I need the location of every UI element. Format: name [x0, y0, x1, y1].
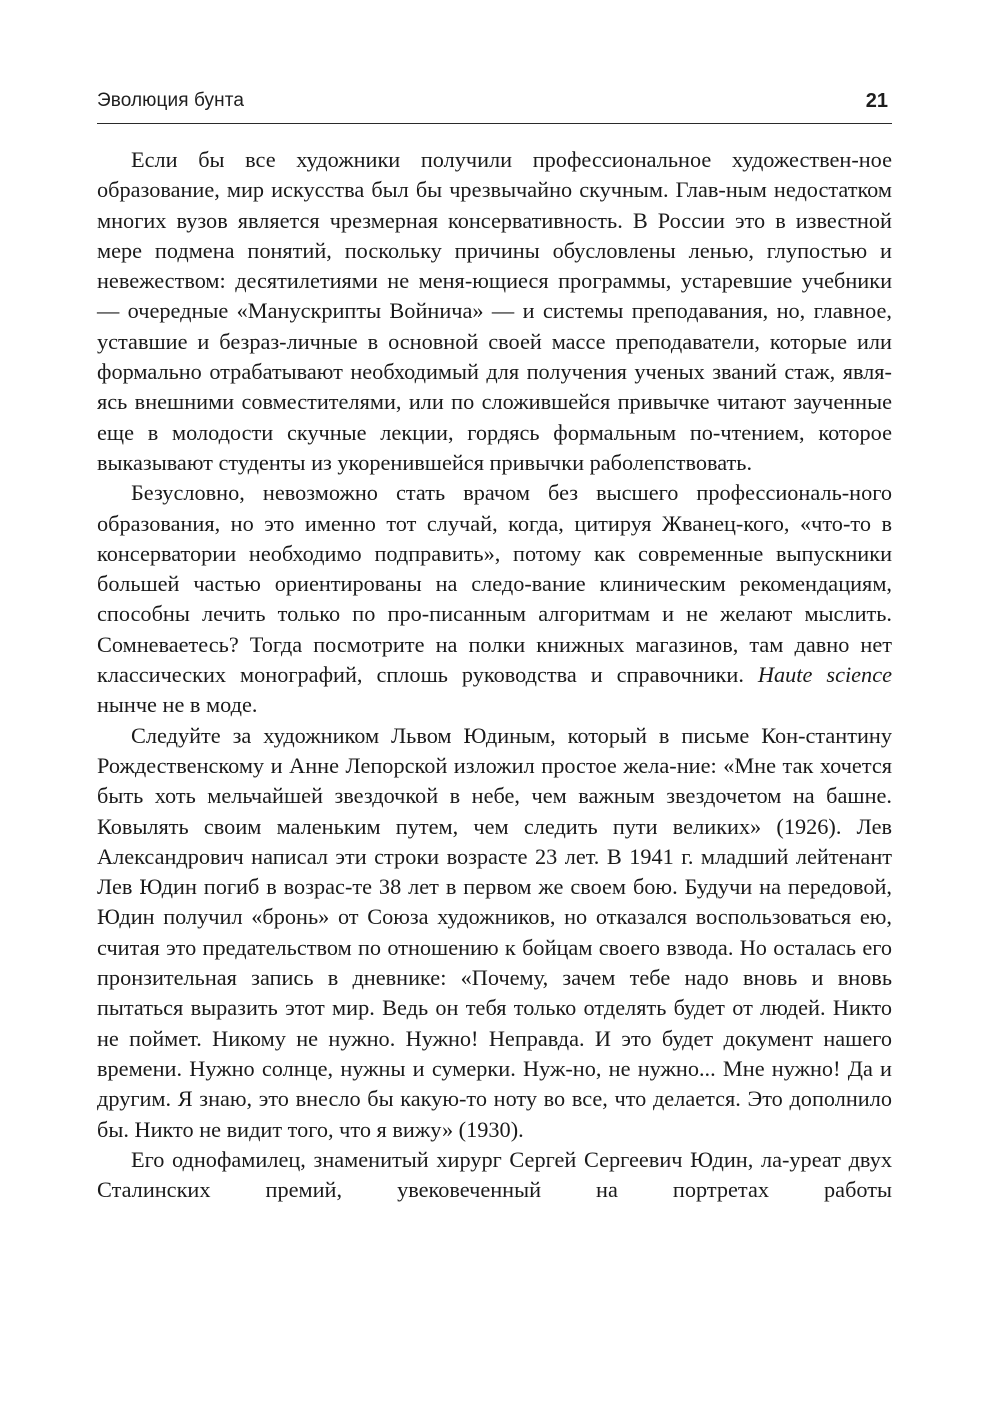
- paragraph-3-text: Следуйте за художником Львом Юдиным, который в письме Кон-стантину Рождественскому и Анне Лепорской изложил простое жела-ние: «Мне так хочется быть хоть мельчайшей звездочкой в небе, чем важным звездочетом на башне. Ковылять своим маленьким путем, чем следить пути великих» (1926). Лев Александрович написал эти строки возрасте 23 лет. В 1941 г. младший лейтенант Лев Юдин погиб в возрас-те 38 лет в первом же своем бою. Будучи на передовой, Юдин получил «бронь» от Союза художников, но отказался воспользоваться ею, считая это предательством по отношению к бойцам своего взвода. Но осталась его пронзительная запись в дневнике: «Почему, зачем тебе надо вновь и вновь пытаться выразить этот мир. Ведь он тебя только отделять будет от людей. Никто не поймет. Никому не нужно. Нужно! Неправда. И это будет документ нашего времени. Нужно солнце, нужны и сумерки. Нуж-но, не нужно... Мне нужно! Да и другим. Я знаю, это внесло бы какую-то ноту во все, что делается. Это дополнило бы. Никто не видит того, что я вижу» (1930).: [97, 722, 892, 1142]
- paragraph-2-text-end: нынче не в моде.: [97, 692, 258, 718]
- page-number: 21: [865, 90, 888, 112]
- running-title: Эволюция бунта: [97, 90, 244, 111]
- running-header: [97, 90, 892, 120]
- paragraph-4: [97, 1145, 892, 1206]
- paragraph-2: [97, 478, 892, 720]
- paragraph-1-text: Если бы все художники получили профессиональное художествен-ное образование, мир искусства был бы чрезвычайно скучным. Глав-ным недостатком многих вузов является чрезмерная консервативность. В России это в известной мере подмена понятий, поскольку причины обусловлены ленью, глупостью и невежеством: десятилетиями не меня-ющиеся программы, устаревшие учебники — очередные «Манускрипты Войнича» — и системы преподавания, но, главное, уставшие и безраз-личные в основной своей массе преподаватели, которые или формально отрабатывают необходимый для получения ученых званий стаж, явля-ясь внешними совместителями, или по сложившейся привычке читают заученные еще в молодости скучные лекции, гордясь формальным по-чтением, которое выказывают студенты из укоренившейся привычки раболепствовать.: [97, 147, 892, 475]
- paragraph-4-text: Его однофамилец, знаменитый хирург Сергей Сергеевич Юдин, ла-уреат двух Сталинских премий, увековеченный на портретах работы: [97, 1146, 892, 1203]
- paragraph-2-italic-phrase: Haute science: [757, 662, 892, 688]
- body-text: [97, 145, 892, 1205]
- paragraph-3: [97, 721, 892, 1145]
- paragraph-2-text: Безусловно, невозможно стать врачом без высшего профессиональ-ного образования, но это именно тот случай, когда, цитируя Жванец-кого, «что-то в консерватории необходимо подправить», потому как современные выпускники большей частью ориентированы на следо-вание клиническим рекомендациям, способны лечить только по про-писанным алгоритмам и не желают мыслить. Сомневаетесь? Тогда посмотрите на полки книжных магазинов, там давно нет классических монографий, сплошь руководства и справочники.: [97, 480, 892, 688]
- header-rule: [97, 123, 892, 124]
- paragraph-1: [97, 145, 892, 478]
